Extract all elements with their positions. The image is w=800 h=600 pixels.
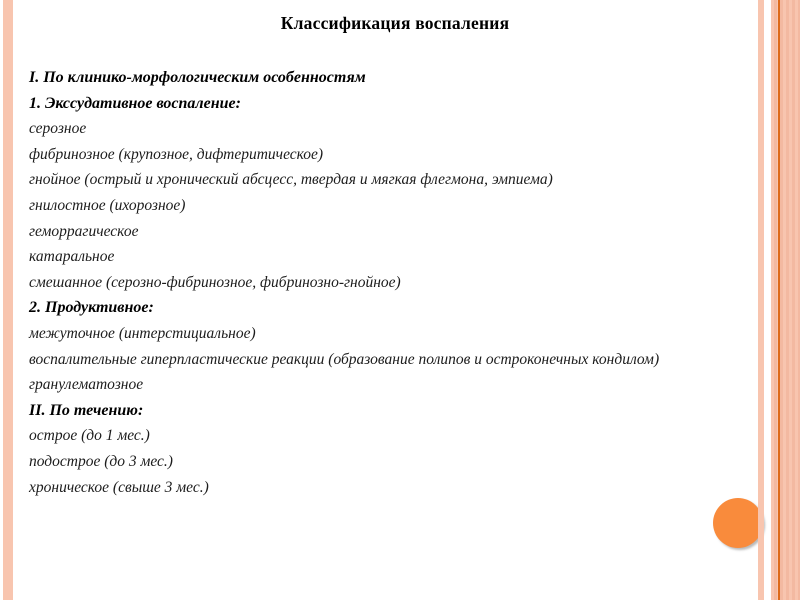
right-panel-decoration [771,0,800,600]
slide-line: II. По течению: [29,401,144,419]
slide-title: Классификация воспаления [280,13,510,33]
slide-line: межуточное (интерстициальное) [29,324,256,342]
slide-line: смешанное (серозно-фибринозное, фибринозно-гнойное) [29,273,401,291]
slide-line: гнойное (острый и хронический абсцесс, твердая и мягкая флегмона, эмпиема) [29,171,553,189]
slide-line: геморрагическое [29,222,139,240]
orange-circle-decoration [713,498,763,548]
slide-line: катаральное [29,248,115,266]
right-accent-line-decoration [778,0,780,600]
slide-line: серозное [29,120,87,138]
slide-line: воспалительные гиперпластические реакции (образование полипов и остроконечных кондилом) [29,350,660,368]
slide-line: фибринозное (крупозное, дифтеритическое) [29,145,324,163]
left-stripe-decoration [3,0,13,600]
slide-line: 1. Экссудативное воспаление: [29,94,241,112]
slide-line: хроническое (свыше 3 мес.) [29,478,209,496]
slide-line: гнилостное (ихорозное) [29,196,186,214]
slide-line: подострое (до 3 мес.) [29,452,173,470]
right-thin-stripe-decoration [758,0,764,600]
slide-line: I. По клинико-морфологическим особенностям [29,69,366,86]
slide-body-text [29,65,749,500]
slide-line: гранулематозное [29,376,144,394]
slide-line: острое (до 1 мес.) [29,427,150,445]
slide-line: 2. Продуктивное: [29,299,154,317]
